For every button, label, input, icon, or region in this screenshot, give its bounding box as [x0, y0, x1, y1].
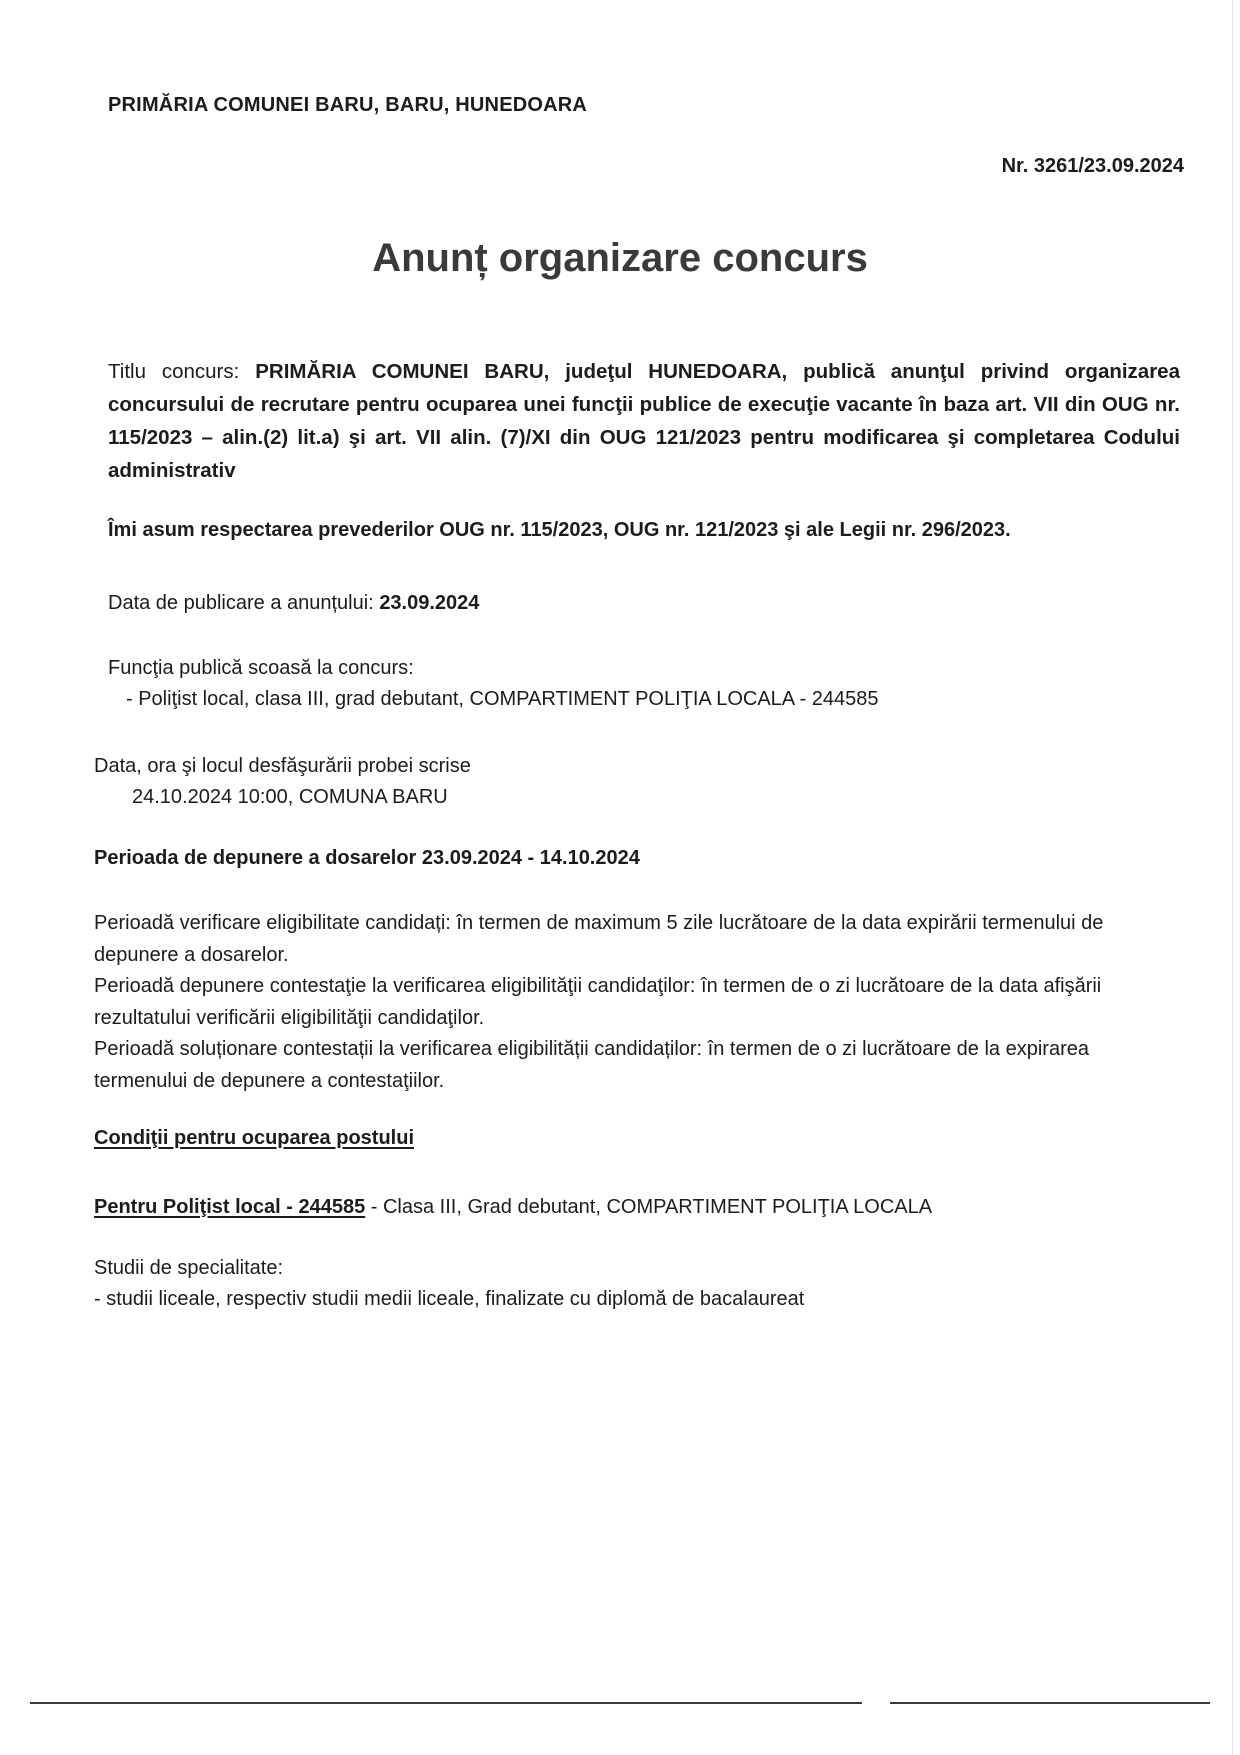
contest-title-paragraph — [108, 355, 1180, 487]
document-number: Nr. 3261/23.09.2024 — [1001, 155, 1184, 177]
position-details: - Clasa III, Grad debutant, COMPARTIMENT POLIŢIA LOCALA — [365, 1196, 933, 1218]
page-title: Anunț organizare concurs — [372, 236, 868, 280]
eligibility-check-period: Perioadă verificare eligibilitate candidați: în termen de maximum 5 zile lucrătoare de la data expirării termenului de depunere a dosarelor. — [94, 912, 1104, 966]
position-label: Pentru Poliţist local - 244585 — [94, 1196, 366, 1218]
institution-header: PRIMĂRIA COMUNEI BARU, BARU, HUNEDOARA — [108, 94, 588, 116]
publication-date-value: 23.09.2024 — [379, 592, 480, 614]
footer-divider-gap — [862, 1700, 890, 1706]
public-function-item: - Poliţist local, clasa III, grad debutant, COMPARTIMENT POLIŢIA LOCALA - 244585 — [126, 688, 879, 710]
appeal-submission-period: Perioadă depunere contestaţie la verificarea eligibilităţii candidaţilor: în termen de o zi lucrătoare de la data afişării rezultatului verificării eligibilităţii candidaţilor. — [94, 975, 1102, 1029]
periods-section — [94, 908, 1174, 1097]
appeal-resolution-period: Perioadă soluționare contestații la verificarea eligibilității candidaților: în termen de o zi lucrătoare de la expirarea termenului de depunere a contestaţiilor. — [94, 1038, 1089, 1092]
contest-title-label: Titlu concurs: — [108, 360, 256, 383]
contest-title-text: PRIMĂRIA COMUNEI BARU, judeţul HUNEDOARA, publică anunţul privind organizarea concursului de recrutare pentru ocuparea unei funcţii publice de execuţie vacante în baza art. VII din OUG nr. 115/2023 – alin.(2) lit.a) şi art. VII alin. (7)/XI din OUG 121/2023 pentru modificarea şi completarea Codului administrativ — [108, 360, 1180, 482]
public-function-label: Funcţia publică scoasă la concurs: — [108, 657, 414, 679]
written-exam-label: Data, ora şi locul desfăşurării probei scrise — [94, 755, 471, 777]
footer-divider — [30, 1702, 1210, 1704]
studies-item: - studii liceale, respectiv studii medii liceale, finalizate cu diplomă de bacalaureat — [94, 1288, 805, 1310]
position-line — [94, 1191, 932, 1223]
written-exam-value: 24.10.2024 10:00, COMUNA BARU — [132, 786, 448, 808]
publication-date-label: Data de publicare a anunțului: — [108, 592, 380, 614]
conditions-heading: Condiţii pentru ocuparea postului — [94, 1127, 414, 1149]
studies-label: Studii de specialitate: — [94, 1257, 284, 1279]
submission-period: Perioada de depunere a dosarelor 23.09.2024 - 14.10.2024 — [94, 847, 640, 869]
publication-date-line — [108, 587, 479, 619]
assumption-statement: Îmi asum respectarea prevederilor OUG nr. 115/2023, OUG nr. 121/2023 şi ale Legii nr. 296/2023. — [108, 519, 1011, 541]
